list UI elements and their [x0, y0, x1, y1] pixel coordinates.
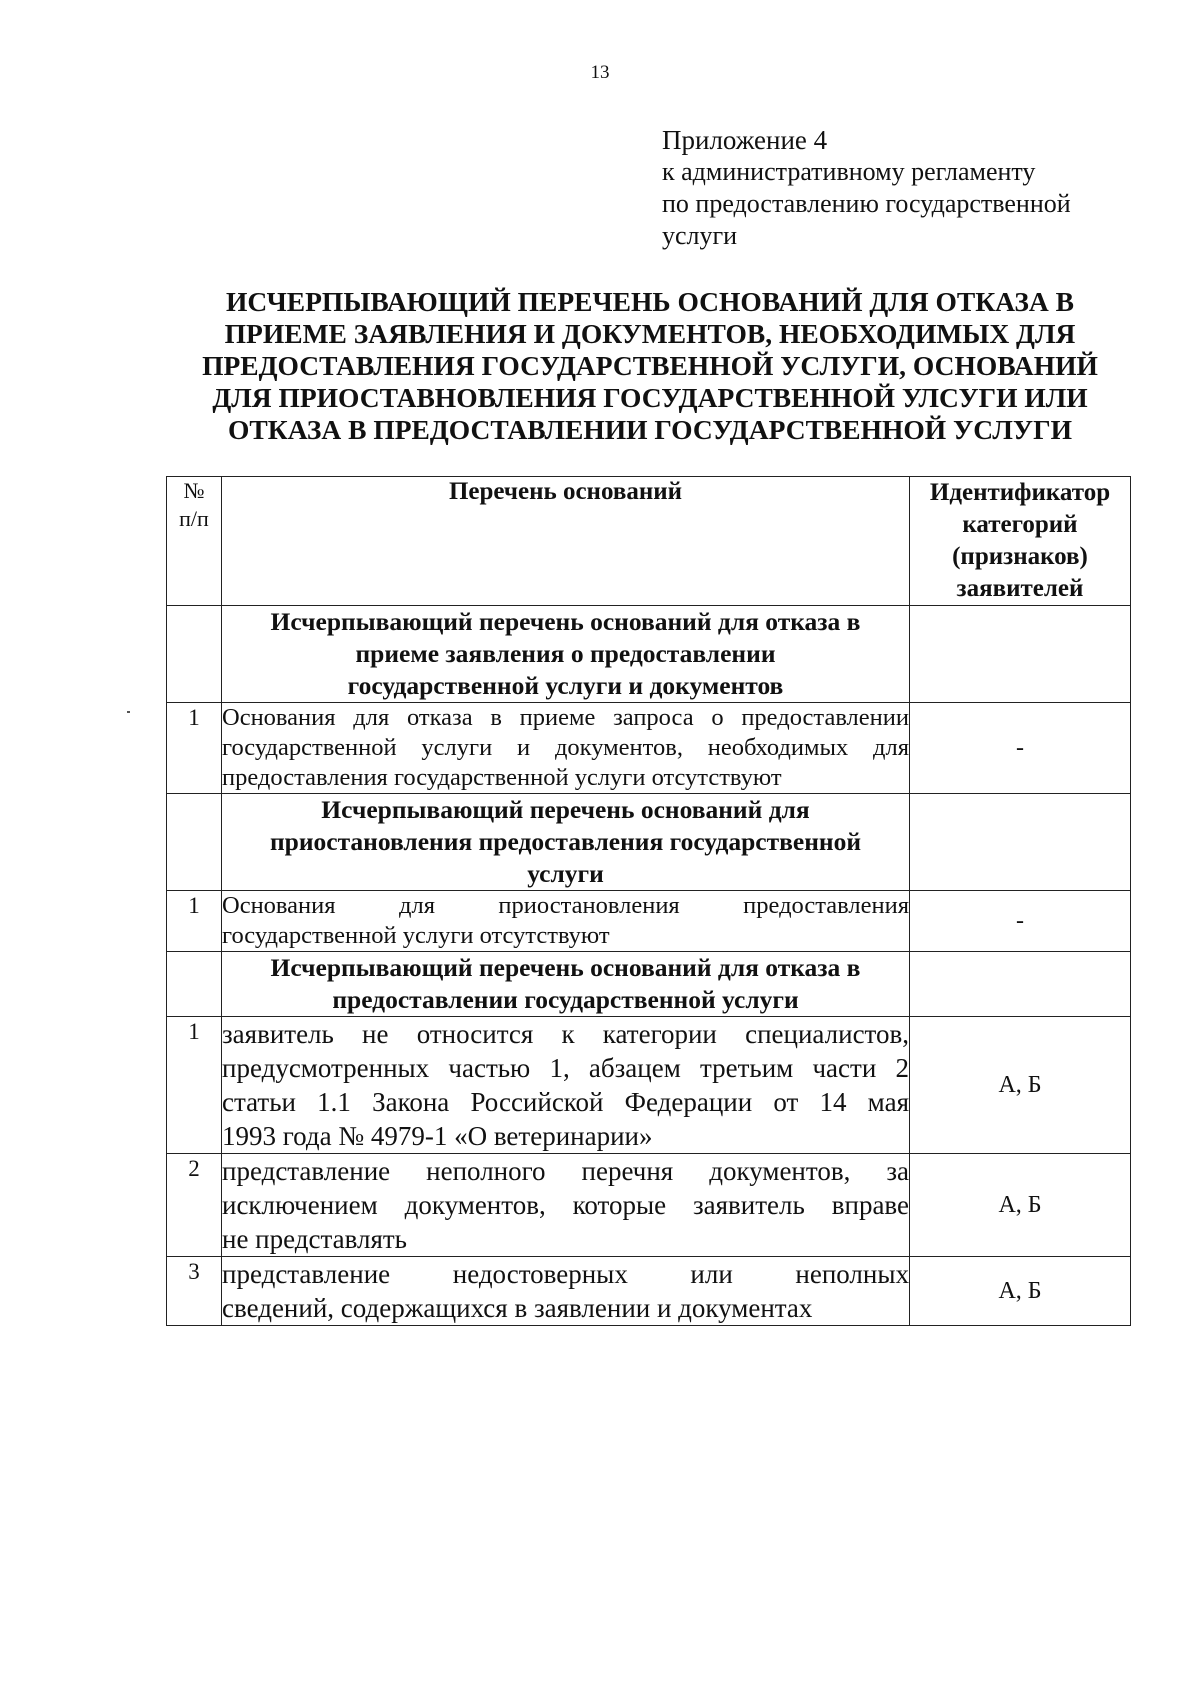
row-number: 2 — [167, 1154, 222, 1257]
row-text-line: Основания для приостановления предоставления — [222, 892, 909, 919]
section-heading-row — [167, 606, 1131, 703]
row-text-line: государственной услуги отсутствуют — [222, 922, 610, 949]
row-text — [222, 1257, 910, 1326]
title-line: ДЛЯ ПРИОСТАВНОВЛЕНИЯ ГОСУДАРСТВЕННОЙ УЛСУГИ ИЛИ — [212, 382, 1088, 413]
section-heading — [222, 794, 910, 891]
document-title — [160, 286, 1140, 446]
section-id-empty — [910, 952, 1131, 1017]
header-num-label: п/п — [179, 506, 209, 531]
row-text-line: предоставления государственной услуги отсутствуют — [222, 764, 782, 791]
header-id-line: Идентификатор — [929, 479, 1111, 506]
appendix-line: услуги — [662, 221, 738, 250]
section-heading-row — [167, 794, 1131, 891]
row-text-line: предусмотренных частью 1, абзацем третьим части 2 — [222, 1053, 909, 1083]
row-identifier: А, Б — [910, 1017, 1131, 1154]
header-id-line: (признаков) — [952, 543, 1088, 570]
row-text-line: заявитель не относится к категории специалистов, — [222, 1019, 909, 1049]
row-text — [222, 703, 910, 794]
row-identifier: - — [910, 703, 1131, 794]
row-identifier: А, Б — [910, 1257, 1131, 1326]
header-identifier — [910, 477, 1131, 606]
header-num — [167, 477, 222, 606]
table-row — [167, 1017, 1131, 1154]
section-heading — [222, 606, 910, 703]
section-heading-line: приостановления предоставления государственной — [269, 827, 862, 856]
table-row — [167, 1257, 1131, 1326]
row-number: 1 — [167, 1017, 222, 1154]
section-num-empty — [167, 794, 222, 891]
title-line: ОТКАЗА В ПРЕДОСТАВЛЕНИИ ГОСУДАРСТВЕННОЙ УСЛУГИ — [228, 414, 1072, 445]
table-row — [167, 891, 1131, 952]
row-identifier: А, Б — [910, 1154, 1131, 1257]
table-row — [167, 1154, 1131, 1257]
appendix-block — [662, 124, 1142, 252]
row-number: 1 — [167, 891, 222, 952]
appendix-line: к административному регламенту — [662, 157, 1036, 186]
section-heading-line: услуги — [527, 859, 604, 888]
row-text-line: исключением документов, которые заявитель вправе — [222, 1190, 909, 1220]
row-text-line: государственной услуги и документов, необходимых для — [222, 734, 909, 761]
header-id-line: заявителей — [956, 575, 1084, 602]
section-num-empty — [167, 606, 222, 703]
row-text-line: представление недостоверных или неполных — [222, 1259, 909, 1289]
section-heading-row — [167, 952, 1131, 1017]
section-heading — [222, 952, 910, 1017]
section-heading-line: Исчерпывающий перечень оснований для — [321, 795, 810, 824]
section-num-empty — [167, 952, 222, 1017]
row-text-line: не представлять — [222, 1224, 407, 1254]
row-text-line: представление неполного перечня документов, за — [222, 1156, 909, 1186]
section-heading-line: Исчерпывающий перечень оснований для отказа в — [270, 953, 861, 982]
section-id-empty — [910, 606, 1131, 703]
row-text — [222, 1017, 910, 1154]
row-text-line: Основания для отказа в приеме запроса о предоставлении — [222, 704, 909, 731]
row-number: 3 — [167, 1257, 222, 1326]
row-text-line: 1993 года № 4979-1 «О ветеринарии» — [222, 1121, 653, 1151]
table-header-row — [167, 477, 1131, 606]
grounds-table — [166, 476, 1131, 1326]
row-text-line: сведений, содержащихся в заявлении и документах — [222, 1293, 813, 1323]
row-text-line: статьи 1.1 Закона Российской Федерации от 14 мая — [222, 1087, 909, 1117]
section-id-empty — [910, 794, 1131, 891]
title-line: ИСЧЕРПЫВАЮЩИЙ ПЕРЕЧЕНЬ ОСНОВАНИЙ ДЛЯ ОТКАЗА В — [226, 286, 1074, 317]
header-id-line: категорий — [962, 511, 1078, 538]
appendix-line: по предоставлению государственной — [662, 189, 1071, 218]
header-num-symbol: № — [183, 478, 205, 503]
section-heading-line: приеме заявления о предоставлении — [355, 639, 776, 668]
section-heading-line: государственной услуги и документов — [347, 671, 784, 700]
section-heading-line: Исчерпывающий перечень оснований для отказа в — [270, 607, 861, 636]
page-number: 13 — [590, 62, 610, 83]
title-line: ПРЕДОСТАВЛЕНИЯ ГОСУДАРСТВЕННОЙ УСЛУГИ, ОСНОВАНИЙ — [202, 350, 1098, 381]
table-row — [167, 703, 1131, 794]
row-text — [222, 891, 910, 952]
title-line: ПРИЕМЕ ЗАЯВЛЕНИЯ И ДОКУМЕНТОВ, НЕОБХОДИМЫХ ДЛЯ — [224, 318, 1076, 349]
row-identifier: - — [910, 891, 1131, 952]
appendix-line: Приложение 4 — [662, 125, 828, 155]
header-grounds: Перечень оснований — [222, 477, 910, 606]
section-heading-line: предоставлении государственной услуги — [332, 985, 799, 1014]
scan-mark — [127, 711, 130, 713]
row-number: 1 — [167, 703, 222, 794]
row-text — [222, 1154, 910, 1257]
